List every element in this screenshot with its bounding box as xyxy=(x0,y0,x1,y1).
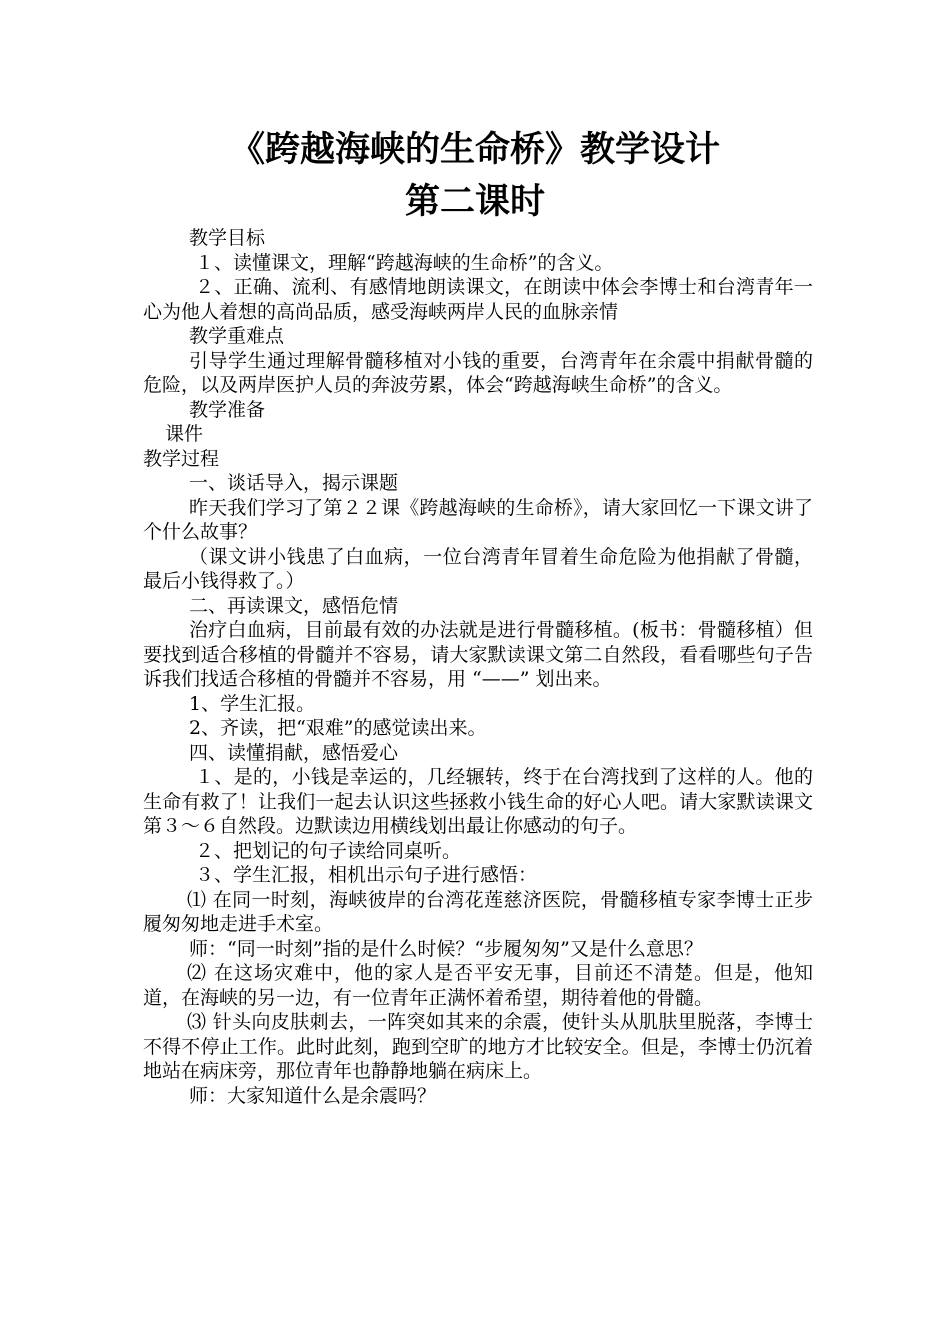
goal-2: ２、正确、流利、有感情地朗读课文，在朗读中体会李博士和台湾青年一心为他人着想的高尚品质，感受海峡两岸人民的血脉亲情 xyxy=(143,276,813,323)
heading-preparation: 教学准备 xyxy=(189,398,266,421)
heading-key-points: 教学重难点 xyxy=(189,325,285,347)
preparation-text: 课件 xyxy=(165,423,204,445)
section-2-heading: 二、再读课文，感悟危情 xyxy=(189,594,399,617)
document-subtitle: 第二课时 xyxy=(404,182,545,222)
section-2-text: 治疗白血病，目前最有效的办法就是进行骨髓移植。(板书：骨髓移植）但要找到适合移植的骨髓并不容易，请大家默读课文第二自然段，看看哪些句子告诉我们找适合移植的骨髓并不容易，用 “——” 划出来。 xyxy=(143,619,813,690)
section-4-step-2: ２、把划记的句子读给同桌听。 xyxy=(195,839,462,862)
section-4-step-1: １、是的，小钱是幸运的，几经辗转，终于在台湾找到了这样的人。他的生命有救了！让我们一起去认识这些拯救小钱生命的好心人吧。请大家默读课文第３～６自然段。边默读边用横线划出最让你感动的句子。 xyxy=(143,766,813,837)
heading-teaching-goals: 教学目标 xyxy=(189,227,266,249)
section-1-text: 昨天我们学习了第２２课《跨越海峡的生命桥》，请大家回忆一下课文讲了个什么故事？ xyxy=(143,496,813,543)
section-4-heading: 四、读懂捐献，感悟爱心 xyxy=(189,741,399,764)
document-body xyxy=(143,226,813,1108)
section-1-answer: （课文讲小钱患了白血病，一位台湾青年冒着生命危险为他捐献了骨髓，最后小钱得救了。） xyxy=(143,545,813,592)
section-4-step-3: ３、学生汇报，相机出示句子进行感悟： xyxy=(195,864,538,886)
section-2-step-1: 1、学生汇报。 xyxy=(189,692,316,715)
teacher-question-1: 师：“同一时刻”指的是什么时候？“步履匆匆”又是什么意思？ xyxy=(189,937,703,960)
section-2-step-2: 2、齐读，把“艰难”的感觉读出来。 xyxy=(189,717,487,739)
section-1-heading: 一、谈话导入，揭示课题 xyxy=(189,472,399,494)
sentence-2: ⑵ 在这场灾难中，他的家人是否平安无事，目前还不清楚。但是，他知道，在海峡的另一边，有一位青年正满怀着希望，期待着他的骨髓。 xyxy=(143,962,813,1009)
sentence-1: ⑴ 在同一时刻，海峡彼岸的台湾花莲慈济医院，骨髓移植专家李博士正步履匆匆地走进手术室。 xyxy=(143,888,813,935)
sentence-3: ⑶ 针头向皮肤刺去，一阵突如其来的余震，使针头从肌肤里脱落，李博士不得不停止工作。此时此刻，跑到空旷的地方才比较安全。但是，李博士仍沉着地站在病床旁，那位青年也静静地躺在病床上。 xyxy=(143,1011,813,1082)
goal-1: １、读懂课文，理解“跨越海峡的生命桥”的含义。 xyxy=(195,251,614,274)
heading-process: 教学过程 xyxy=(143,447,220,470)
key-points-text: 引导学生通过理解骨髓移植对小钱的重要，台湾青年在余震中捐献骨髓的危险，以及两岸医护人员的奔波劳累，体会“跨越海峡生命桥”的含义。 xyxy=(143,349,813,396)
teacher-question-2: 师：大家知道什么是余震吗？ xyxy=(189,1084,437,1107)
document-title: 《跨越海峡的生命桥》教学设计 xyxy=(229,130,720,170)
